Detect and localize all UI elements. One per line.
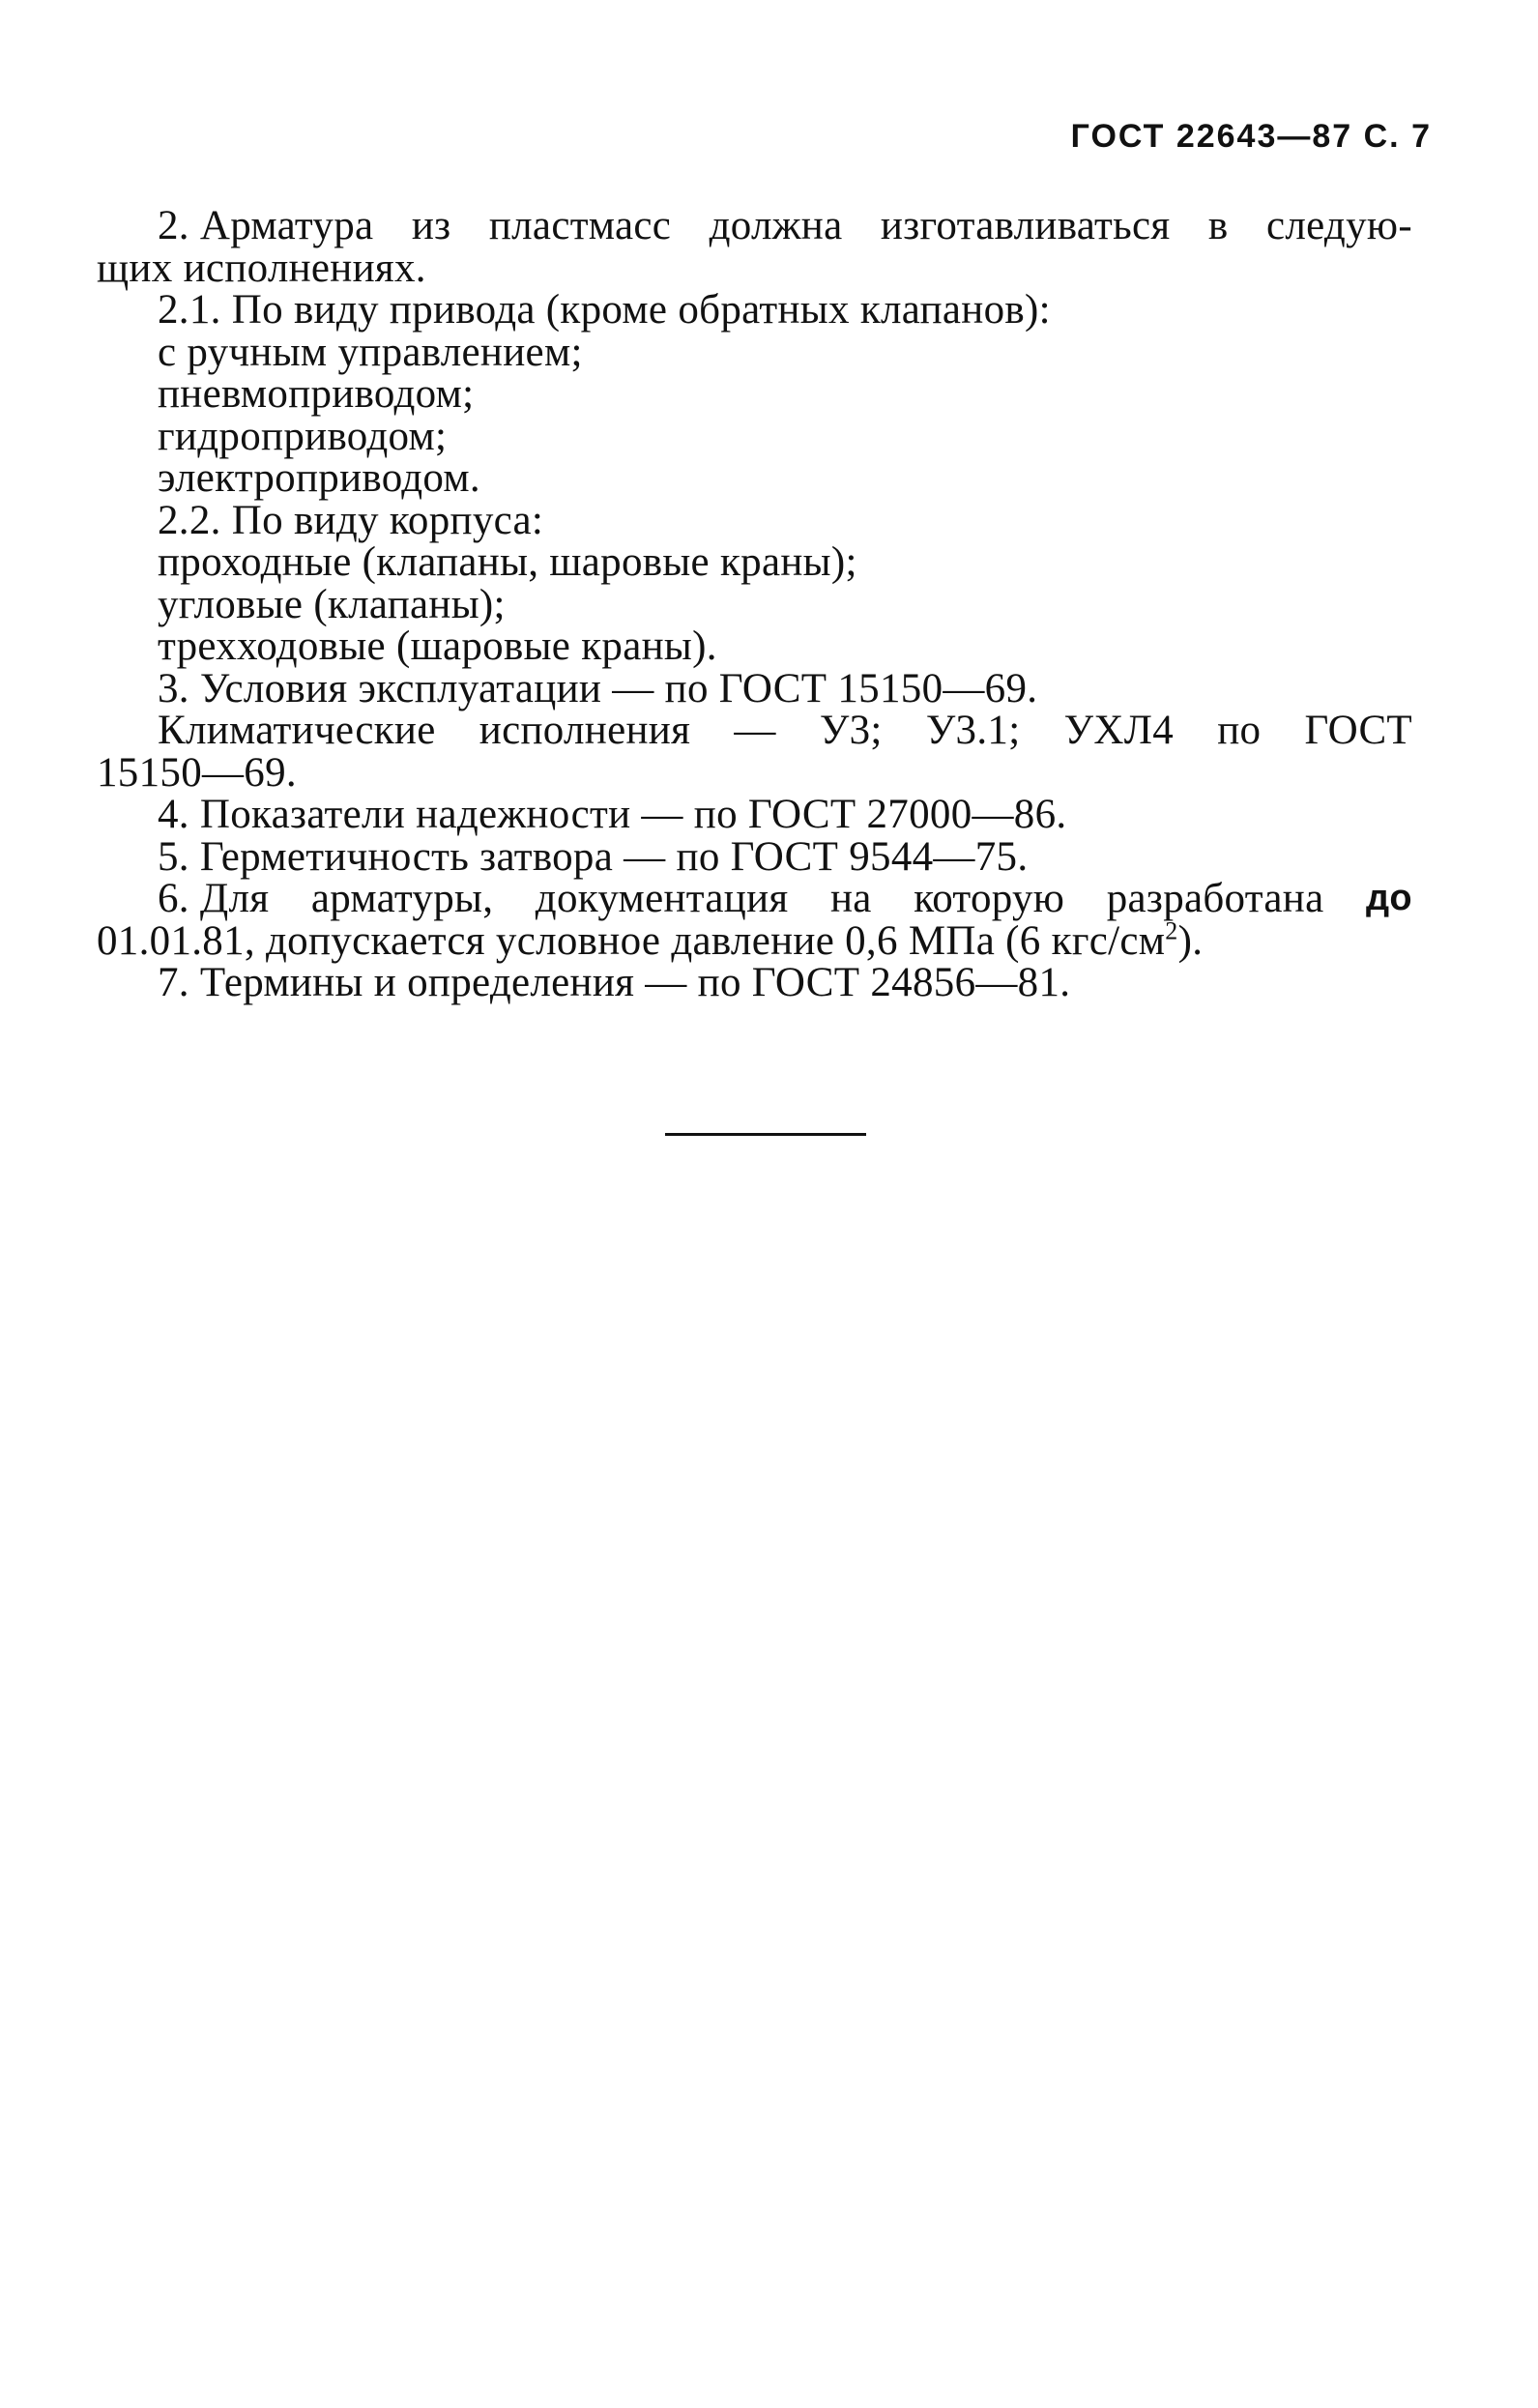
word: до <box>1366 878 1412 918</box>
pressure-text-end: ). <box>1177 917 1204 964</box>
word: Климатические <box>158 708 436 753</box>
word: на <box>829 876 872 921</box>
paragraph-7: 7. Термины и определения — по ГОСТ 24856—81. <box>158 960 1071 1005</box>
word: документация <box>535 876 789 921</box>
climate-line-2: 15150—69. <box>97 749 297 796</box>
word: арматуры, <box>310 876 494 921</box>
paragraph-6-line-2 <box>97 916 1204 964</box>
word: из <box>411 203 451 248</box>
item-2-1-heading: 2.1. По виду привода (кроме обратных клапанов): <box>158 287 1051 333</box>
word: У3.1; <box>925 708 1021 753</box>
item-2-1-pneumatic: пневмоприводом; <box>158 371 475 417</box>
paragraph-4: 4. Показатели надежности — по ГОСТ 27000—86. <box>158 792 1067 837</box>
item-2-2-straight: проходные (клапаны, шаровые краны); <box>158 539 857 585</box>
word: У3; <box>819 708 883 753</box>
paragraph-2-line-2: щих исполнениях. <box>97 245 426 291</box>
word: УХЛ4 <box>1063 708 1175 753</box>
word: 6. Для <box>158 876 270 921</box>
item-2-2-three-way: трехходовые (шаровые краны). <box>158 624 717 669</box>
superscript: 2 <box>1165 916 1178 945</box>
paragraph-2-line-1 <box>0 205 1519 247</box>
paragraph-5: 5. Герметичность затвора — по ГОСТ 9544—75. <box>158 833 1029 880</box>
word: 2. Арматура <box>158 203 374 248</box>
item-2-2-heading: 2.2. По виду корпуса: <box>158 497 544 543</box>
word: в <box>1207 203 1229 248</box>
word: изготавливаться <box>880 203 1171 248</box>
word: разработана <box>1106 876 1324 921</box>
end-rule <box>665 1133 866 1136</box>
paragraph-6-line-1 <box>0 878 1519 920</box>
item-2-1-manual: с ручным управлением; <box>158 329 583 375</box>
item-2-2-angle: угловые (клапаны); <box>158 581 506 627</box>
item-2-1-hydraulic: гидроприводом; <box>158 413 448 459</box>
word: пластмасс <box>488 203 672 248</box>
word: должна <box>709 203 843 248</box>
word: исполнения <box>479 708 691 753</box>
word: — <box>734 708 776 753</box>
page-header: ГОСТ 22643—87 С. 7 <box>1070 118 1432 155</box>
word: следую- <box>1265 203 1412 248</box>
climate-line-1 <box>0 710 1519 752</box>
item-2-1-electric: электроприводом. <box>158 455 480 501</box>
paragraph-3: 3. Условия эксплуатации — по ГОСТ 15150—69. <box>158 665 1038 711</box>
word: по <box>1217 708 1262 753</box>
word: ГОСТ <box>1304 708 1412 753</box>
word: которую <box>914 876 1065 921</box>
pressure-text: 01.01.81, допускается условное давление 0,6 МПа (6 кгс/см <box>97 917 1166 964</box>
